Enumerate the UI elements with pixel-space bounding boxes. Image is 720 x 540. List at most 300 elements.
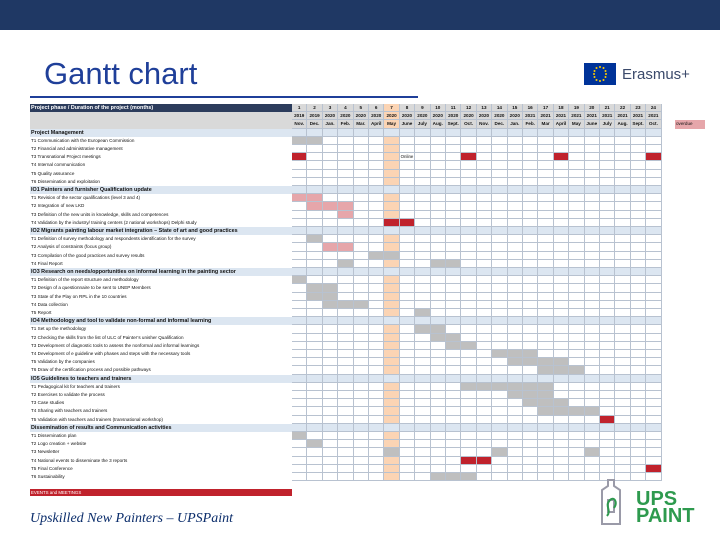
gantt-task-label: T4 Internal communication <box>31 162 86 168</box>
gantt-empty-cell <box>523 407 538 415</box>
gantt-section-label: Dissemination of results and Communication activities <box>30 424 292 432</box>
gantt-empty-cell <box>369 358 384 366</box>
gantt-empty-cell <box>323 416 338 424</box>
gantt-activity-cell <box>307 137 322 145</box>
gantt-empty-cell <box>431 293 446 301</box>
gantt-section-cell <box>338 227 353 235</box>
gantt-row <box>30 448 675 456</box>
gantt-empty-cell <box>631 137 646 145</box>
gantt-empty-cell <box>569 252 584 260</box>
gantt-section-cell <box>508 375 523 383</box>
gantt-empty-cell <box>369 145 384 153</box>
gantt-empty-cell <box>600 276 615 284</box>
gantt-empty-cell <box>600 309 615 317</box>
gantt-empty-cell <box>384 211 399 219</box>
gantt-activity-cell <box>431 260 446 268</box>
gantt-empty-cell <box>384 309 399 317</box>
gantt-empty-cell <box>585 432 600 440</box>
gantt-row <box>30 309 675 317</box>
gantt-section-cell <box>384 375 399 383</box>
gantt-empty-cell <box>631 334 646 342</box>
gantt-empty-cell <box>323 391 338 399</box>
month-name-cell: Oct. <box>461 120 476 128</box>
gantt-empty-cell <box>508 153 523 161</box>
gantt-empty-cell <box>461 252 476 260</box>
gantt-empty-cell <box>600 161 615 169</box>
gantt-empty-cell <box>492 235 507 243</box>
gantt-empty-cell <box>431 276 446 284</box>
gantt-empty-cell <box>307 325 322 333</box>
title-underline <box>30 96 418 98</box>
gantt-empty-cell <box>446 293 461 301</box>
gantt-empty-cell <box>508 407 523 415</box>
gantt-section-cell <box>508 424 523 432</box>
gantt-empty-cell <box>354 194 369 202</box>
gantt-empty-cell <box>615 448 630 456</box>
gantt-empty-cell <box>369 399 384 407</box>
gantt-section-cell <box>400 129 415 137</box>
gantt-empty-cell <box>538 211 553 219</box>
month-name-cell: April <box>369 120 384 128</box>
gantt-empty-cell <box>554 350 569 358</box>
gantt-empty-cell <box>554 170 569 178</box>
year-cell: 2021 <box>569 112 584 120</box>
gantt-empty-cell <box>492 219 507 227</box>
gantt-empty-cell <box>554 342 569 350</box>
gantt-empty-cell <box>323 178 338 186</box>
gantt-row <box>30 350 675 358</box>
gantt-section-cell <box>338 129 353 137</box>
gantt-empty-cell <box>384 260 399 268</box>
gantt-empty-cell <box>400 448 415 456</box>
gantt-empty-cell <box>554 416 569 424</box>
gantt-meeting-cell <box>292 153 307 161</box>
gantt-section-cell <box>631 268 646 276</box>
overdue-label: overdue <box>675 120 705 128</box>
gantt-empty-cell <box>646 432 661 440</box>
gantt-empty-cell <box>384 391 399 399</box>
gantt-empty-cell <box>323 260 338 268</box>
gantt-section-cell <box>569 424 584 432</box>
gantt-empty-cell <box>307 219 322 227</box>
gantt-task-label: T3 Case studies <box>31 400 65 406</box>
gantt-empty-cell <box>431 284 446 292</box>
gantt-empty-cell <box>400 211 415 219</box>
month-number-cell: 11 <box>446 104 461 112</box>
gantt-row <box>30 424 675 432</box>
gantt-empty-cell <box>523 153 538 161</box>
gantt-empty-cell <box>615 399 630 407</box>
gantt-section-cell <box>538 129 553 137</box>
gantt-empty-cell <box>615 211 630 219</box>
gantt-task-label: T1 Definition of the report structure and methodology <box>31 277 139 283</box>
gantt-empty-cell <box>585 170 600 178</box>
gantt-task-label: T6 Draw of the certification process and possible pathways <box>31 367 151 373</box>
gantt-empty-cell <box>292 342 307 350</box>
gantt-empty-cell <box>554 243 569 251</box>
gantt-empty-cell <box>615 252 630 260</box>
gantt-empty-cell <box>307 211 322 219</box>
gantt-section-cell <box>646 317 661 325</box>
gantt-empty-cell <box>446 457 461 465</box>
gantt-empty-cell <box>292 309 307 317</box>
gantt-empty-cell <box>538 235 553 243</box>
gantt-section-cell <box>354 129 369 137</box>
gantt-empty-cell <box>369 170 384 178</box>
gantt-empty-cell <box>508 342 523 350</box>
gantt-empty-cell <box>569 137 584 145</box>
gantt-empty-cell <box>461 211 476 219</box>
gantt-empty-cell <box>461 194 476 202</box>
gantt-empty-cell <box>369 161 384 169</box>
gantt-empty-cell <box>400 293 415 301</box>
gantt-activity-cell <box>415 309 430 317</box>
gantt-empty-cell <box>538 457 553 465</box>
gantt-task-label: T3 Definition of the new units in knowledge, skills and competences <box>31 211 169 217</box>
month-name-cell: July <box>415 120 430 128</box>
gantt-empty-cell <box>477 284 492 292</box>
gantt-empty-cell <box>631 145 646 153</box>
gantt-empty-cell <box>446 153 461 161</box>
gantt-empty-cell <box>384 334 399 342</box>
gantt-empty-cell <box>554 161 569 169</box>
gantt-empty-cell <box>369 284 384 292</box>
gantt-empty-cell <box>492 399 507 407</box>
month-name-cell: Jan. <box>323 120 338 128</box>
gantt-task-label: T1 Pedagogical kit for teachers and trainers <box>31 383 120 389</box>
gantt-empty-cell <box>338 399 353 407</box>
gantt-empty-cell <box>646 350 661 358</box>
gantt-empty-cell <box>400 309 415 317</box>
year-cell: 2020 <box>323 112 338 120</box>
gantt-empty-cell <box>492 293 507 301</box>
gantt-empty-cell <box>415 440 430 448</box>
gantt-empty-cell <box>554 432 569 440</box>
gantt-activity-cell <box>338 301 353 309</box>
gantt-empty-cell <box>446 391 461 399</box>
gantt-section-cell <box>569 317 584 325</box>
gantt-activity-cell <box>307 202 322 210</box>
gantt-empty-cell <box>338 358 353 366</box>
gantt-empty-cell <box>523 366 538 374</box>
gantt-empty-cell <box>369 366 384 374</box>
gantt-section-cell <box>600 129 615 137</box>
gantt-section-cell <box>431 424 446 432</box>
gantt-empty-cell <box>384 399 399 407</box>
gantt-empty-cell <box>400 432 415 440</box>
gantt-section-cell <box>554 227 569 235</box>
gantt-activity-cell <box>585 407 600 415</box>
gantt-empty-cell <box>307 342 322 350</box>
gantt-empty-cell <box>292 235 307 243</box>
year-cell: 2020 <box>400 112 415 120</box>
gantt-empty-cell <box>400 334 415 342</box>
gantt-section-cell <box>600 375 615 383</box>
gantt-empty-cell <box>461 399 476 407</box>
gantt-empty-cell <box>523 448 538 456</box>
gantt-activity-cell <box>323 243 338 251</box>
gantt-empty-cell <box>646 145 661 153</box>
gantt-empty-cell <box>615 440 630 448</box>
gantt-section-cell <box>384 268 399 276</box>
gantt-empty-cell <box>477 473 492 481</box>
gantt-section-cell <box>431 227 446 235</box>
gantt-empty-cell <box>646 243 661 251</box>
gantt-empty-cell <box>646 170 661 178</box>
gantt-empty-cell <box>569 260 584 268</box>
gantt-row <box>30 120 693 128</box>
year-cell: 2019 <box>292 112 307 120</box>
gantt-section-cell <box>646 375 661 383</box>
gantt-empty-cell <box>431 407 446 415</box>
gantt-empty-cell <box>369 194 384 202</box>
gantt-empty-cell <box>323 170 338 178</box>
gantt-empty-cell <box>400 260 415 268</box>
month-name-cell: May <box>569 120 584 128</box>
gantt-empty-cell <box>461 448 476 456</box>
month-number-cell: 17 <box>538 104 553 112</box>
gantt-empty-cell <box>585 391 600 399</box>
gantt-activity-cell <box>538 399 553 407</box>
gantt-section-cell <box>585 375 600 383</box>
gantt-empty-cell <box>631 170 646 178</box>
gantt-empty-cell <box>538 440 553 448</box>
gantt-task-label: T2 Checking the skills from the list of ULC of Painter’s unisher Qualification <box>31 334 184 340</box>
gantt-empty-cell <box>646 178 661 186</box>
gantt-empty-cell <box>323 334 338 342</box>
gantt-empty-cell <box>477 358 492 366</box>
gantt-empty-cell <box>554 178 569 186</box>
gantt-empty-cell <box>508 457 523 465</box>
gantt-empty-cell <box>338 252 353 260</box>
gantt-empty-cell <box>646 334 661 342</box>
gantt-empty-cell <box>307 407 322 415</box>
gantt-empty-cell <box>323 358 338 366</box>
gantt-section-cell <box>508 317 523 325</box>
gantt-empty-cell <box>646 457 661 465</box>
gantt-empty-cell <box>646 202 661 210</box>
gantt-empty-cell <box>477 342 492 350</box>
gantt-empty-cell <box>538 293 553 301</box>
gantt-empty-cell <box>292 202 307 210</box>
gantt-section-cell <box>600 317 615 325</box>
gantt-empty-cell <box>384 416 399 424</box>
gantt-empty-cell <box>431 153 446 161</box>
gantt-activity-cell <box>492 383 507 391</box>
gantt-empty-cell <box>631 416 646 424</box>
gantt-activity-cell <box>523 358 538 366</box>
gantt-task-label: T4 Validation by the industry/ training centers (2 national workshops) Delphi study <box>31 219 197 225</box>
gantt-empty-cell <box>585 293 600 301</box>
gantt-empty-cell <box>523 432 538 440</box>
gantt-section-cell <box>415 129 430 137</box>
gantt-empty-cell <box>446 219 461 227</box>
year-cell: 2020 <box>446 112 461 120</box>
gantt-empty-cell <box>631 276 646 284</box>
gantt-empty-cell <box>400 416 415 424</box>
gantt-empty-cell <box>600 334 615 342</box>
gantt-empty-cell <box>323 448 338 456</box>
gantt-empty-cell <box>415 301 430 309</box>
gantt-empty-cell <box>431 137 446 145</box>
gantt-section-cell <box>369 424 384 432</box>
gantt-empty-cell <box>585 260 600 268</box>
gantt-section-cell <box>338 317 353 325</box>
gantt-empty-cell <box>585 342 600 350</box>
gantt-empty-cell <box>446 440 461 448</box>
gantt-empty-cell <box>492 432 507 440</box>
year-cell: 2020 <box>369 112 384 120</box>
gantt-section-cell <box>585 186 600 194</box>
gantt-activity-cell <box>569 366 584 374</box>
gantt-online-cell <box>384 153 399 161</box>
gantt-section-cell <box>538 186 553 194</box>
gantt-empty-cell <box>569 211 584 219</box>
gantt-activity-cell <box>538 366 553 374</box>
gantt-row <box>30 293 675 301</box>
month-number-cell: 24 <box>646 104 661 112</box>
gantt-row <box>30 301 675 309</box>
gantt-empty-cell <box>631 178 646 186</box>
gantt-empty-cell <box>446 309 461 317</box>
gantt-activity-cell <box>307 440 322 448</box>
gantt-empty-cell <box>600 178 615 186</box>
gantt-empty-cell <box>569 325 584 333</box>
gantt-empty-cell <box>292 457 307 465</box>
gantt-empty-cell <box>492 202 507 210</box>
gantt-row <box>30 407 675 415</box>
gantt-empty-cell <box>585 301 600 309</box>
gantt-empty-cell <box>554 284 569 292</box>
gantt-section-cell <box>585 268 600 276</box>
gantt-activity-cell <box>446 473 461 481</box>
gantt-empty-cell <box>523 252 538 260</box>
gantt-activity-cell <box>431 325 446 333</box>
gantt-empty-cell <box>292 473 307 481</box>
gantt-empty-cell <box>323 473 338 481</box>
gantt-empty-cell <box>369 383 384 391</box>
gantt-empty-cell <box>554 137 569 145</box>
gantt-empty-cell <box>292 161 307 169</box>
gantt-empty-cell <box>338 391 353 399</box>
year-cell: 2020 <box>508 112 523 120</box>
gantt-empty-cell <box>461 309 476 317</box>
gantt-empty-cell <box>431 391 446 399</box>
gantt-empty-cell <box>477 276 492 284</box>
gantt-activity-cell <box>492 448 507 456</box>
gantt-empty-cell <box>292 293 307 301</box>
gantt-empty-cell <box>646 416 661 424</box>
gantt-empty-cell <box>307 145 322 153</box>
gantt-empty-cell <box>646 448 661 456</box>
gantt-empty-cell <box>323 137 338 145</box>
gantt-empty-cell <box>477 334 492 342</box>
gantt-empty-cell <box>477 137 492 145</box>
gantt-row <box>30 260 675 268</box>
gantt-empty-cell <box>384 161 399 169</box>
gantt-activity-cell <box>538 358 553 366</box>
month-number-cell: 23 <box>631 104 646 112</box>
gantt-empty-cell <box>415 202 430 210</box>
gantt-empty-cell <box>307 178 322 186</box>
gantt-empty-cell <box>461 235 476 243</box>
gantt-empty-cell <box>615 325 630 333</box>
gantt-section-cell <box>307 129 322 137</box>
gantt-empty-cell <box>323 342 338 350</box>
gantt-empty-cell <box>646 407 661 415</box>
gantt-task-label: T4 Data collection <box>31 301 68 307</box>
gantt-empty-cell <box>615 260 630 268</box>
gantt-empty-cell <box>600 350 615 358</box>
year-cell: 2020 <box>338 112 353 120</box>
gantt-empty-cell <box>631 161 646 169</box>
gantt-section-cell <box>446 424 461 432</box>
gantt-task-label: T6 Sustainability <box>31 474 65 479</box>
gantt-empty-cell <box>508 243 523 251</box>
month-name-cell: Aug. <box>431 120 446 128</box>
gantt-empty-cell <box>600 219 615 227</box>
gantt-empty-cell <box>369 293 384 301</box>
gantt-empty-cell <box>615 161 630 169</box>
gantt-empty-cell <box>615 342 630 350</box>
gantt-section-cell <box>354 227 369 235</box>
gantt-activity-cell <box>338 260 353 268</box>
gantt-section-cell <box>415 227 430 235</box>
gantt-empty-cell <box>446 145 461 153</box>
gantt-empty-cell <box>354 465 369 473</box>
gantt-section-cell <box>477 227 492 235</box>
gantt-empty-cell <box>461 170 476 178</box>
gantt-empty-cell <box>415 399 430 407</box>
gantt-empty-cell <box>585 350 600 358</box>
gantt-section-cell <box>400 317 415 325</box>
year-cell: 2021 <box>538 112 553 120</box>
gantt-section-cell <box>323 129 338 137</box>
gantt-section-cell <box>354 186 369 194</box>
gantt-empty-cell <box>523 334 538 342</box>
month-name-cell: Sept. <box>446 120 461 128</box>
gantt-empty-cell <box>477 416 492 424</box>
gantt-empty-cell <box>615 457 630 465</box>
gantt-empty-cell <box>646 383 661 391</box>
year-cell: 2021 <box>585 112 600 120</box>
gantt-empty-cell <box>292 145 307 153</box>
gantt-row <box>30 252 675 260</box>
gantt-activity-cell <box>446 260 461 268</box>
gantt-empty-cell <box>323 235 338 243</box>
gantt-empty-cell <box>600 293 615 301</box>
gantt-section-cell <box>431 268 446 276</box>
year-cell: 2019 <box>307 112 322 120</box>
gantt-activity-cell <box>492 350 507 358</box>
gantt-empty-cell <box>615 358 630 366</box>
gantt-empty-cell <box>369 202 384 210</box>
gantt-empty-cell <box>384 350 399 358</box>
gantt-empty-cell <box>477 170 492 178</box>
gantt-empty-cell <box>292 325 307 333</box>
gantt-empty-cell <box>338 465 353 473</box>
gantt-empty-cell <box>538 465 553 473</box>
gantt-empty-cell <box>400 252 415 260</box>
gantt-empty-cell <box>585 211 600 219</box>
gantt-empty-cell <box>646 325 661 333</box>
gantt-empty-cell <box>600 194 615 202</box>
gantt-empty-cell <box>354 170 369 178</box>
month-name-cell: Mar <box>538 120 553 128</box>
gantt-empty-cell <box>538 202 553 210</box>
gantt-section-cell <box>323 268 338 276</box>
gantt-section-cell <box>538 424 553 432</box>
